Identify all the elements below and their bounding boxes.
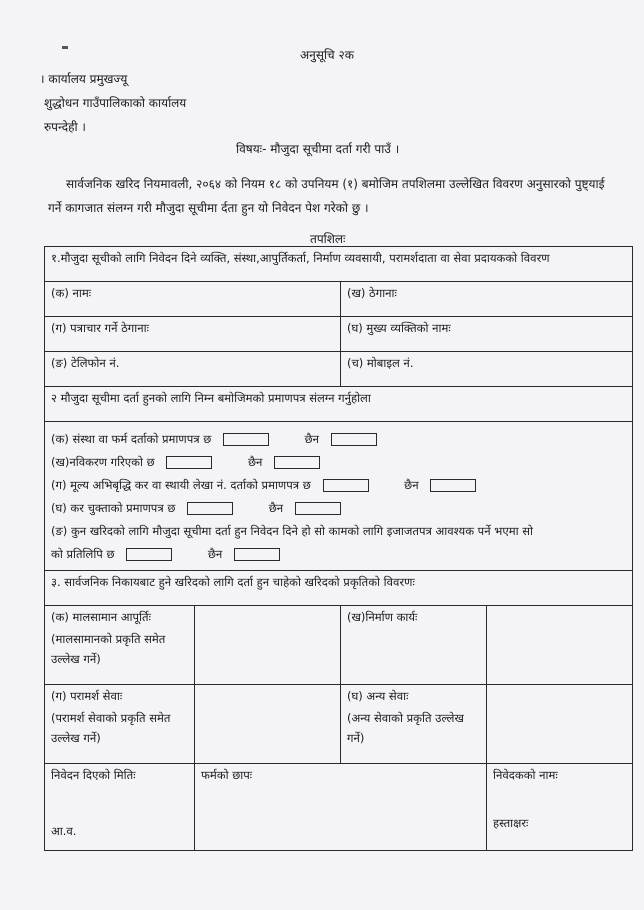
goods-value-cell[interactable] bbox=[195, 606, 341, 685]
subject-line: विषयः- मौजुदा सूचीमा दर्ता गरी पाउँ । bbox=[236, 142, 400, 156]
cert-item-ga: (ग) मूल्य अभिबृद्धि कर वा स्थायी लेखा नं. दर्ताको प्रमाणपत्र छ छैन bbox=[51, 474, 626, 497]
details-table bbox=[44, 246, 633, 851]
cert-item-ka: (क) संस्था वा फर्म दर्ताको प्रमाणपत्र छ छैन bbox=[51, 428, 626, 451]
other-cell bbox=[341, 685, 487, 764]
no-checkbox[interactable] bbox=[234, 548, 280, 561]
other-note: (अन्य सेवाको प्रकृति उल्लेख गर्ने) bbox=[347, 711, 464, 745]
yes-checkbox[interactable] bbox=[126, 548, 172, 561]
section3-title: ३. सार्वजनिक निकायबाट हुने खरिदको लागि दर्ता हुन चाहेको खरिदको प्रकृतिको विवरणः bbox=[45, 571, 633, 606]
request-paragraph: सार्वजनिक खरिद नियमावली, २०६४ को नियम १८ को उपनियम (१) बमोजिम तपशिलमा उल्लेखित विवरण अनुसारको पुष्ट्याई गर्ने कागजात संलग्न गरी मौजुदा सूचीमा र्दता हुन यो निवेदन पेश गरेको छु । bbox=[48, 177, 605, 215]
addressee-line-1: । कार्यालय प्रमुखज्यू bbox=[40, 72, 128, 86]
key-person-field: (घ) मुख्य व्यक्तिको नामः bbox=[341, 317, 633, 352]
no-checkbox[interactable] bbox=[430, 479, 476, 492]
date-label: निवेदन दिएको मितिः bbox=[51, 768, 136, 782]
yes-checkbox[interactable] bbox=[323, 479, 369, 492]
consulting-label: (ग) परामर्श सेवाः bbox=[51, 689, 123, 703]
cert-item-gha: (घ) कर चुक्ताको प्रमाणपत्र छ छैन bbox=[51, 497, 626, 520]
cert-item-nga-line2: को प्रतिलिपि छ छैन bbox=[51, 543, 626, 566]
stamp-label: फर्मको छापः bbox=[201, 768, 253, 782]
no-checkbox[interactable] bbox=[295, 502, 341, 515]
goods-note: (मालसामानको प्रकृति समेत उल्लेख गर्ने) bbox=[51, 632, 166, 666]
mail-address-field: (ग) पत्राचार गर्ने ठेगानाः bbox=[45, 317, 341, 352]
no-checkbox[interactable] bbox=[331, 433, 377, 446]
cert-item-nga: (ङ) कुन खरिदको लागि मौजुदा सूचीमा दर्ता हुन निवेदन दिने हो सो कामको लागि इजाजतपत्र आवश्यक पर्ने भएमा सो bbox=[51, 524, 533, 538]
scan-mark bbox=[62, 46, 68, 49]
mobile-field: (च) मोबाइल नं. bbox=[341, 352, 633, 387]
works-label: (ख)निर्माण कार्यः bbox=[347, 610, 418, 624]
yes-checkbox[interactable] bbox=[223, 433, 269, 446]
applicant-name-label: निवेदकको नामः bbox=[493, 768, 558, 782]
fiscal-year-label: आ.व. bbox=[51, 824, 77, 838]
yes-checkbox[interactable] bbox=[166, 456, 212, 469]
details-heading: तपशिलः bbox=[310, 232, 346, 246]
section2-title: २ मौजुदा सूचीमा दर्ता हुनको लागि निम्न बमोजिमको प्रमाणपत्र संलग्न गर्नुहोला bbox=[45, 387, 633, 422]
name-field: (क) नामः bbox=[45, 282, 341, 317]
addressee-line-2: शुद्धोधन गाउँपालिकाको कार्यालय bbox=[44, 96, 187, 110]
no-checkbox[interactable] bbox=[274, 456, 320, 469]
goods-cell bbox=[45, 606, 195, 685]
yes-checkbox[interactable] bbox=[187, 502, 233, 515]
other-label: (घ) अन्य सेवाः bbox=[347, 689, 409, 703]
other-value-cell[interactable] bbox=[487, 685, 633, 764]
certificates-cell bbox=[45, 422, 633, 571]
telephone-field: (ङ) टेलिफोन नं. bbox=[45, 352, 341, 387]
addressee-line-3: रुपन्देही । bbox=[44, 120, 86, 134]
stamp-cell bbox=[195, 764, 487, 851]
consulting-value-cell[interactable] bbox=[195, 685, 341, 764]
works-cell bbox=[341, 606, 487, 685]
works-value-cell[interactable] bbox=[487, 606, 633, 685]
section1-title: १.मौजुदा सूचीको लागि निवेदन दिने व्यक्ति, संस्था,आपुर्तिकर्ता, निर्माण व्यवसायी, परामर्शदाता वा सेवा प्रदायकको विवरण bbox=[45, 247, 633, 282]
annex-title: अनुसूचि २क bbox=[300, 48, 354, 62]
address-field: (ख) ठेगानाः bbox=[341, 282, 633, 317]
cert-item-kha: (ख)नविकरण गरिएको छ छैन bbox=[51, 451, 626, 474]
date-cell bbox=[45, 764, 195, 851]
applicant-cell bbox=[487, 764, 633, 851]
signature-label: हस्ताक्षरः bbox=[493, 816, 529, 830]
consulting-cell bbox=[45, 685, 195, 764]
consulting-note: (परामर्श सेवाको प्रकृति समेत उल्लेख गर्ने) bbox=[51, 711, 171, 745]
goods-label: (क) मालसामान आपूर्तिः bbox=[51, 610, 151, 624]
